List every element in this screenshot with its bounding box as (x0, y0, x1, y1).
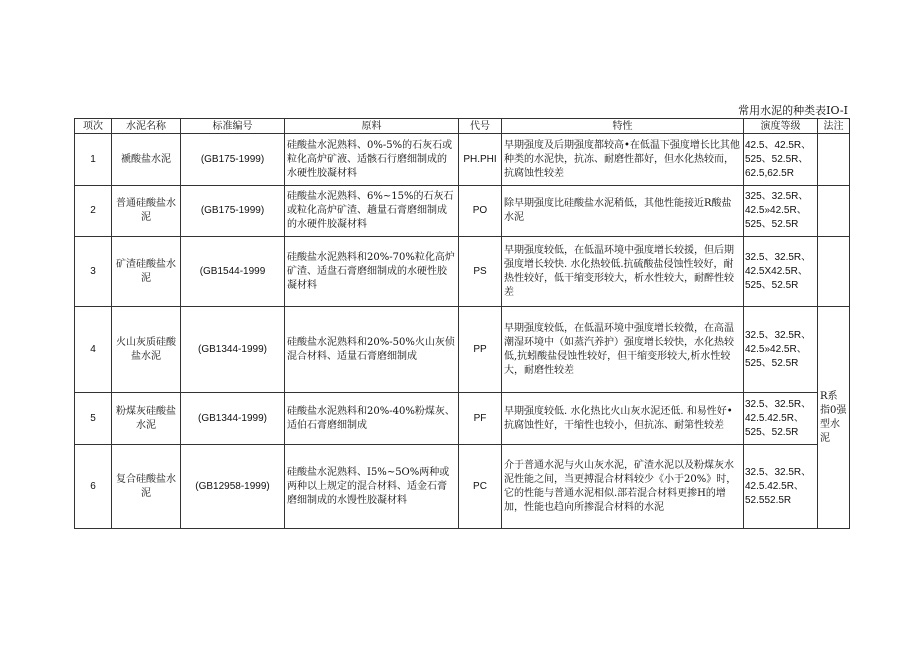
header-standard: 标准编号 (181, 119, 285, 134)
row-note: R系指0强型水泥 (818, 307, 850, 529)
header-code: 代号 (459, 119, 502, 134)
row-standard: (GB175-1999) (181, 134, 285, 186)
header-name: 水泥名称 (112, 119, 181, 134)
row-code: PS (459, 237, 502, 307)
table-row (75, 237, 850, 307)
row-features: 早期强度较低，在低温环境中强度增长较援，但后期强度增长较快. 水化热较低.抗硫酸盐侵蚀性较好，耐热性较好，低干缩变形较大，析水性较大，耐醉性较差 (502, 237, 744, 307)
row-standard: (GB1344-1999) (181, 307, 285, 393)
cement-types-table (74, 118, 850, 529)
table-row (75, 307, 850, 393)
header-no: 项次 (75, 119, 112, 134)
header-features: 特性 (502, 119, 744, 134)
row-note-empty (818, 186, 850, 237)
row-raw-material: 硅酸盐水泥熟料、0%-5%的石灰石或粒化高炉矿液、适骸石行磨细制成的水硬性胶凝材料 (285, 134, 459, 186)
row-no: 6 (75, 445, 112, 529)
row-raw-material: 硅酸盐水泥熟料、6%~15%的石灰石或粒化高炉矿渣、趟量石膏磨细制成的水硬件胶凝材料 (285, 186, 459, 237)
row-name: 火山灰质硅酸盐水泥 (112, 307, 181, 393)
row-name: 复合硅酸盐水泥 (112, 445, 181, 529)
row-note-empty (818, 237, 850, 307)
row-code: PH.PHI (459, 134, 502, 186)
row-no: 2 (75, 186, 112, 237)
row-grade: 32.5、32.5R、42.5.42.5R、52.552.5R (744, 445, 818, 529)
row-features: 早期强度较低，在低温环境中强度增长较微，在高温潮湿环境中（如蒸汽养护）强度增长较快，水化热较低,抗蚓酸盐侵蚀性较好，但干缩变形较大,析水性较大，耐磨性较差 (502, 307, 744, 393)
row-code: PC (459, 445, 502, 529)
row-grade: 32.5、32.5R、42.5X42.5R、525、52.5R (744, 237, 818, 307)
table-caption: 常用水泥的种类表IO-I (738, 104, 848, 117)
row-name: 普通硅酸盐水泥 (112, 186, 181, 237)
row-code: PO (459, 186, 502, 237)
row-standard: (GB1544-1999 (181, 237, 285, 307)
table-row (75, 186, 850, 237)
row-no: 3 (75, 237, 112, 307)
row-raw-material: 硅酸盐水泥熟料和20%-40%粉煤灰、适伯石膏磨细制成 (285, 393, 459, 445)
row-standard: (GB12958-1999) (181, 445, 285, 529)
row-grade: 32.5、32.5R、42.5.42.5R、525、52.5R (744, 393, 818, 445)
row-grade: 42.5、42.5R、525、52.5R、62.5,62.5R (744, 134, 818, 186)
row-raw-material: 硅酸盐水泥熟料和20%-70%粒化高炉矿渣、适盘石膏磨细制成的水硬性胶凝材料 (285, 237, 459, 307)
row-standard: (GB1344-1999) (181, 393, 285, 445)
row-standard: (GB175-1999) (181, 186, 285, 237)
header-note: 法注 (818, 119, 850, 134)
row-name: 矿渣硅酸盐水泥 (112, 237, 181, 307)
row-features: 早期强度较低. 水化热比火山灰水泥还低. 和易性好•抗腐蚀性好，干缩性也较小，但抗冻、耐第性较差 (502, 393, 744, 445)
row-raw-material: 硅酸盐水泥熟料、I5%~5O%两种或两种以上规定的混合材料、适金石膏磨细制成的水馒性胶凝材料 (285, 445, 459, 529)
row-features: 早期强度及后期强度都较高•在低温下强度增长比其他种类的水泥快，抗冻、耐磨性都好，但水化热较而，抗腐蚀性较差 (502, 134, 744, 186)
row-features: 介于普通水泥与火山灰水泥，矿渣水泥以及粉煤灰水泥性能之间，当更搏混合材料较少《小于20%》时，它的性能与普通水泥相似.部若混合材料更掺H的增加，性能也趋向所掺混合材料的水泥 (502, 445, 744, 529)
header-raw-material: 原料 (285, 119, 459, 134)
row-code: PP (459, 307, 502, 393)
row-name: 褫酸盐水泥 (112, 134, 181, 186)
table-header-row (75, 119, 850, 134)
row-code: PF (459, 393, 502, 445)
row-note-empty (818, 134, 850, 186)
table-row (75, 445, 850, 529)
row-grade: 325、32.5R、42.5»42.5R、525、52.5R (744, 186, 818, 237)
row-name: 粉煤灰硅酸盐水泥 (112, 393, 181, 445)
table-row (75, 393, 850, 445)
row-features: 除早期强度比硅酸盐水泥稍低，其他性能接近R酸盐水泥 (502, 186, 744, 237)
table-row (75, 134, 850, 186)
row-no: 4 (75, 307, 112, 393)
header-grade: 演度等级 (744, 119, 818, 134)
row-no: 5 (75, 393, 112, 445)
row-raw-material: 硅酸盐水泥熟料和20%-50%火山灰侦混合材料、适量石膏磨细制成 (285, 307, 459, 393)
row-grade: 32.5、32.5R、42.5»42.5R、525、52.5R (744, 307, 818, 393)
row-no: 1 (75, 134, 112, 186)
